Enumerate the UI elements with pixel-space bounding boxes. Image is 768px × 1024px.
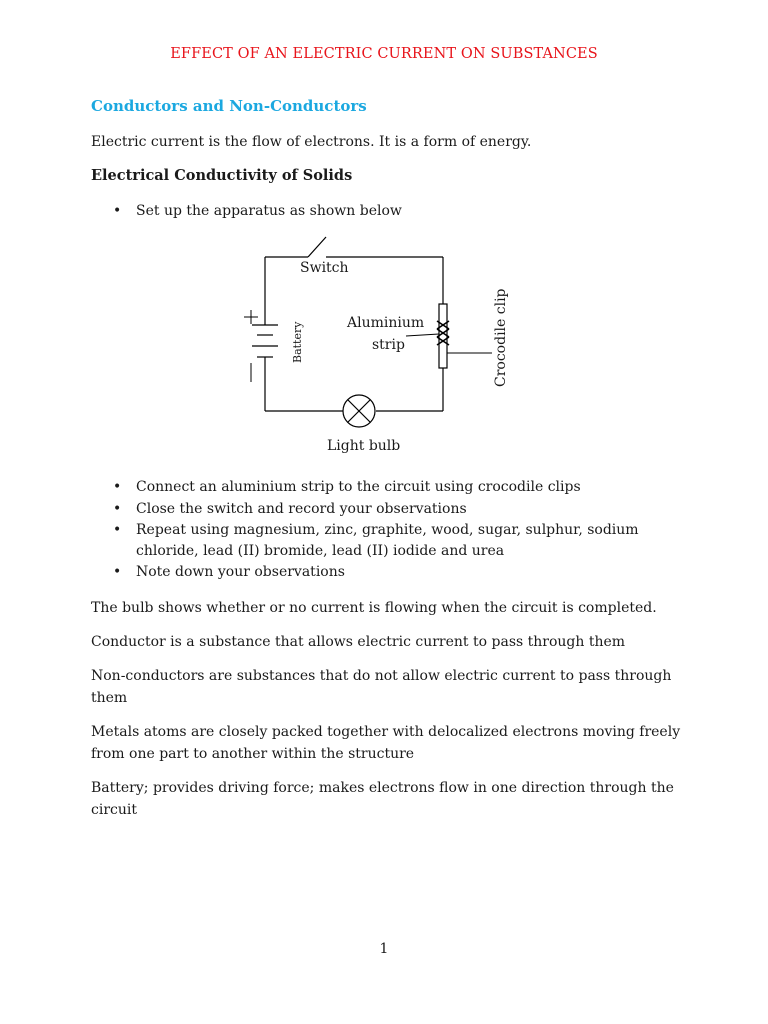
list-item [110, 562, 670, 583]
bulb-paragraph: The bulb shows whether or no current is flowing when the circuit is completed. [91, 600, 657, 616]
switch-lever [308, 237, 326, 257]
circuit-diagram [230, 225, 530, 469]
section-heading: Conductors and Non-Conductors [91, 97, 367, 115]
bullet-icon: • [113, 500, 122, 517]
crocodile-clip-label: Crocodile clip [493, 288, 509, 387]
list-item [110, 520, 670, 561]
non-conductor-definition: Non-conductors are substances that do not allow electric current to pass through them [91, 668, 672, 706]
setup-list [110, 201, 670, 223]
light-bulb-symbol [343, 395, 375, 427]
strip-label: strip [372, 337, 405, 353]
list-item-text: Note down your observations [136, 564, 345, 580]
bullet-icon: • [113, 203, 122, 219]
list-item-text: Close the switch and record your observations [136, 500, 467, 517]
aluminium-strip-leader [406, 334, 439, 336]
bullet-icon: • [113, 522, 122, 538]
bullet-icon: • [113, 479, 122, 495]
battery-symbol [252, 325, 278, 357]
list-item [110, 499, 670, 520]
document-title: EFFECT OF AN ELECTRIC CURRENT ON SUBSTANCES [170, 46, 598, 62]
battery-label: Battery [291, 321, 304, 363]
battery-paragraph: Battery; provides driving force; makes electrons flow in one direction through the circuit [91, 780, 674, 818]
intro-paragraph: Electric current is the flow of electrons. It is a form of energy. [91, 134, 532, 150]
page-number: 1 [379, 941, 389, 957]
aluminium-label: Aluminium [347, 315, 425, 331]
bullet-icon: • [113, 564, 122, 580]
procedure-list [110, 477, 670, 584]
list-item-text: Connect an aluminium strip to the circuit using crocodile clips [136, 479, 581, 495]
switch-label: Switch [300, 260, 349, 276]
list-item [110, 477, 670, 498]
aluminium-strip-symbol [439, 304, 447, 368]
light-bulb-label: Light bulb [327, 438, 401, 454]
list-item-text: Repeat using magnesium, zinc, graphite, wood, sugar, sulphur, sodium chloride, lead (II) bromide, lead (II) iodide and urea [136, 522, 639, 559]
metals-paragraph: Metals atoms are closely packed together with delocalized electrons moving freely from one part to another within the structure [91, 724, 681, 762]
sub-heading: Electrical Conductivity of Solids [91, 167, 353, 184]
conductor-definition: Conductor is a substance that allows electric current to pass through them [91, 634, 626, 650]
list-item [110, 201, 670, 222]
circuit-diagram-svg [230, 225, 530, 465]
list-item-text: Set up the apparatus as shown below [136, 203, 402, 219]
